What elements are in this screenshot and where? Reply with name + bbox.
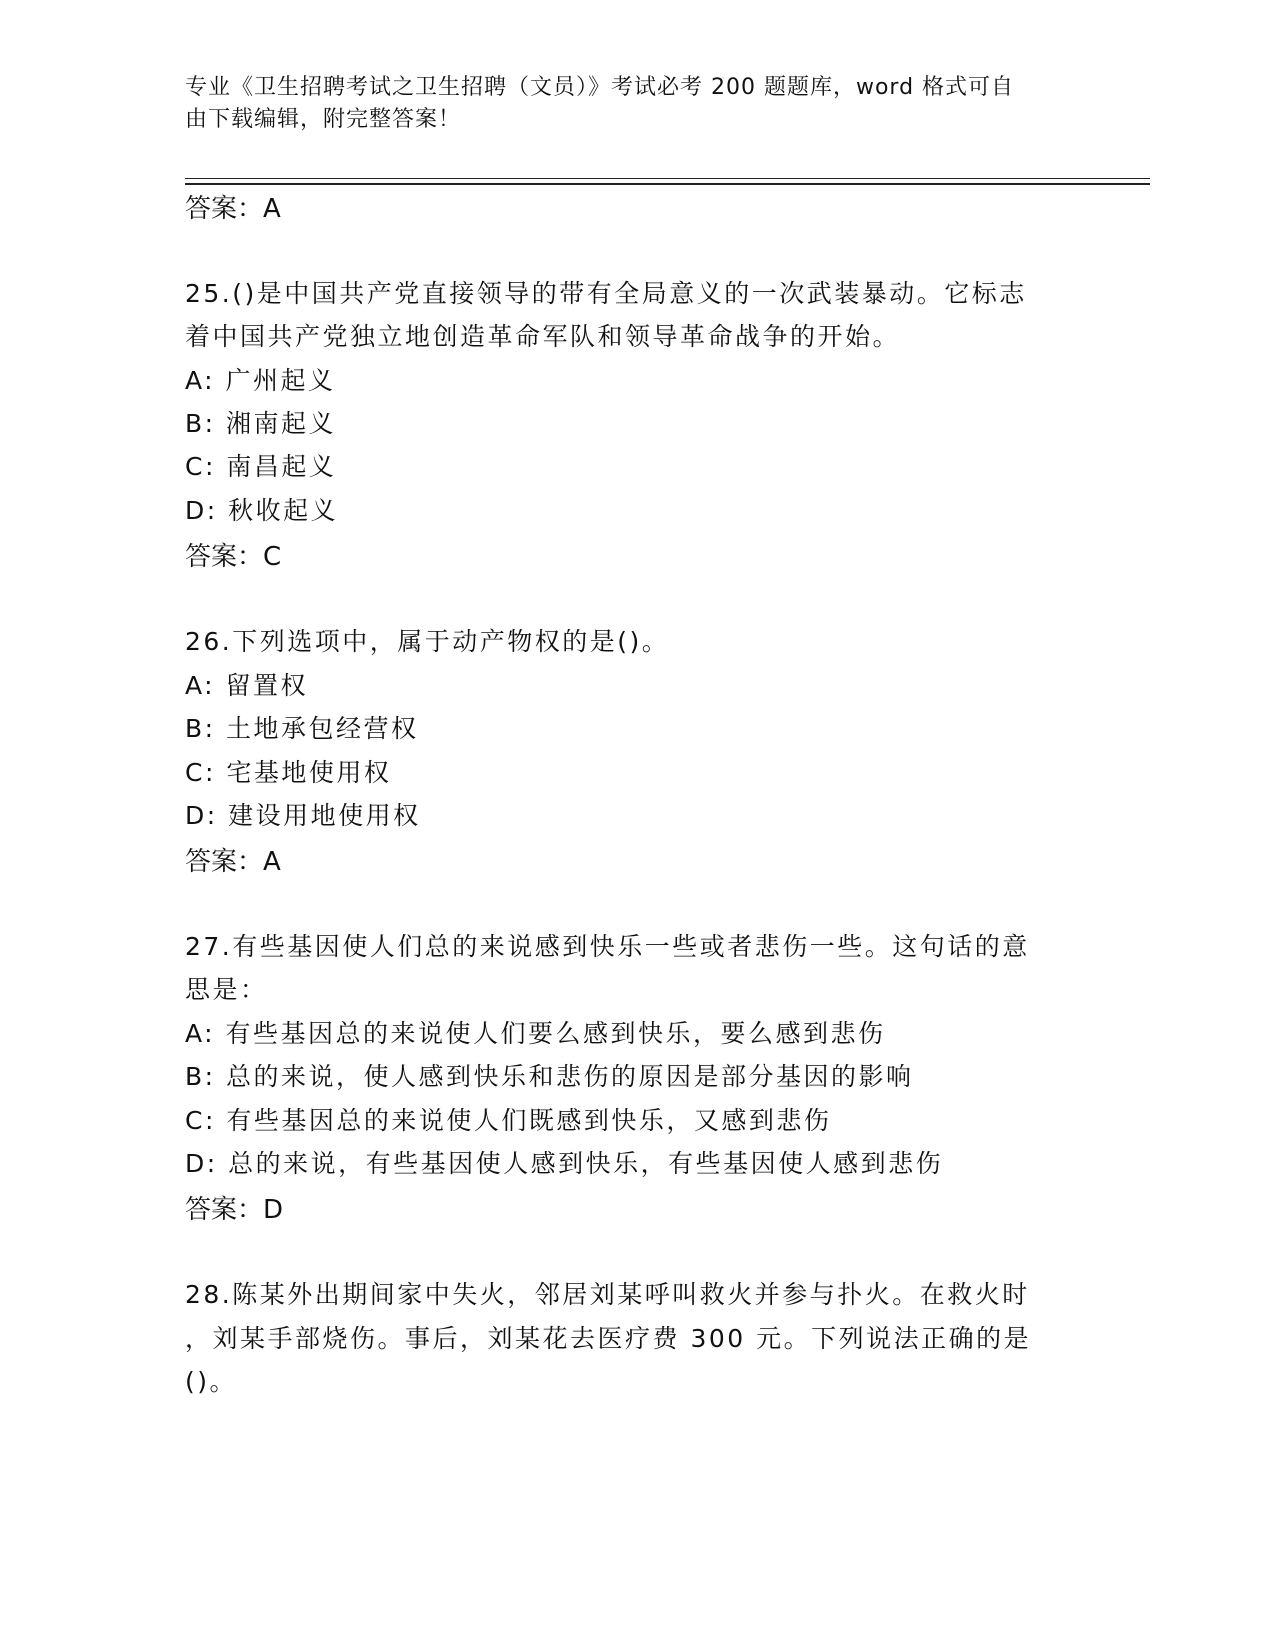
q27-stem-line-1: 27.有些基因使人们总的来说感到快乐一些或者悲伤一些。这句话的意 [185,932,1030,961]
header-divider-thin [185,178,1150,179]
q25-option-a: A: 广州起义 [185,366,336,395]
q26-answer: 答案：A [185,847,281,877]
q27-option-d: D: 总的来说，有些基因使人感到快乐，有些基因使人感到悲伤 [185,1149,944,1178]
q26-option-d: D: 建设用地使用权 [185,801,421,830]
q26-option-a: A: 留置权 [185,671,309,700]
header-line-2: 由下载编辑，附完整答案！ [185,107,462,132]
q27-option-a: A: 有些基因总的来说使人们要么感到快乐，要么感到悲伤 [185,1019,886,1048]
q26-stem-line-1: 26.下列选项中，属于动产物权的是()。 [185,627,670,656]
q27-option-b: B: 总的来说，使人感到快乐和悲伤的原因是部分基因的影响 [185,1062,914,1091]
q26-option-c: C: 宅基地使用权 [185,758,392,787]
q25-option-d: D: 秋收起义 [185,496,339,525]
header-divider-thick [185,183,1150,185]
q28-stem-line-2: ，刘某手部烧伤。事后，刘某花去医疗费 300 元。下列说法正确的是 [185,1324,1032,1353]
q27-answer: 答案：D [185,1195,284,1225]
document-header [185,72,1065,136]
q25-stem-line-1: 25.()是中国共产党直接领导的带有全局意义的一次武装暴动。它标志 [185,279,1027,308]
q26-option-b: B: 土地承包经营权 [185,714,419,743]
q25-option-b: B: 湘南起义 [185,409,337,438]
q28-stem-line-3: ()。 [185,1367,238,1396]
answer-previous: 答案：A [185,194,281,224]
q27-stem-line-2: 思是： [185,975,268,1004]
q25-stem-line-2: 着中国共产党独立地创造革命军队和领导革命战争的开始。 [185,322,901,351]
q25-answer: 答案：C [185,542,282,572]
q28-stem-line-1: 28.陈某外出期间家中失火，邻居刘某呼叫救火并参与扑火。在救火时 [185,1280,1030,1309]
header-line-1: 专业《卫生招聘考试之卫生招聘（文员）》考试必考 200 题题库，word 格式可自 [185,75,1015,100]
q27-option-c: C: 有些基因总的来说使人们既感到快乐，又感到悲伤 [185,1106,832,1135]
q25-option-c: C: 南昌起义 [185,452,337,481]
